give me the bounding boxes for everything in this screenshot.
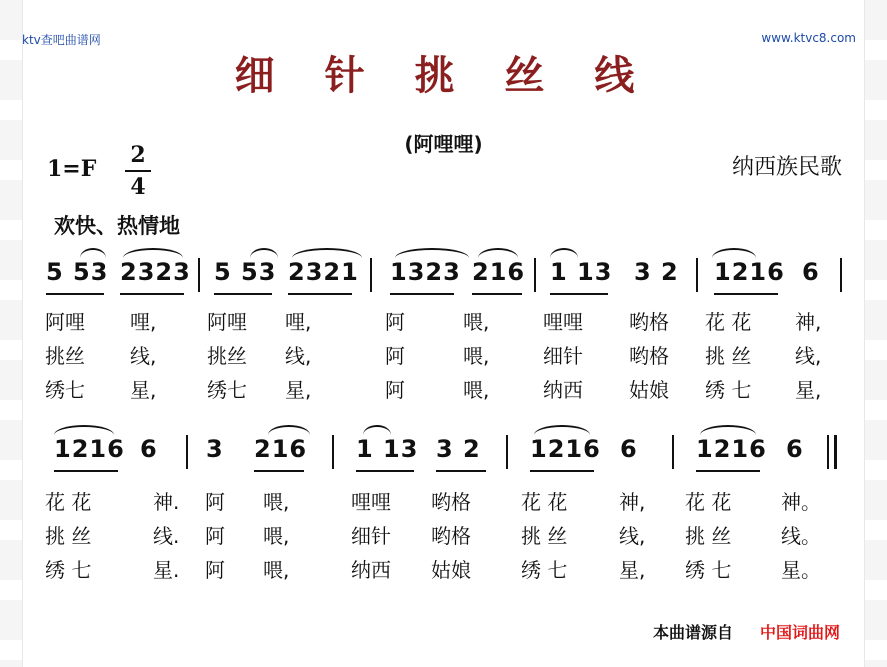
lyric-text: 神, (619, 490, 646, 514)
lyric-text: 绣七 (207, 378, 247, 402)
lyric-text: 绣 七 (685, 558, 732, 582)
notation-cell: 6 (620, 435, 638, 463)
site-logo-left[interactable]: ktv查吧曲谱网 (22, 33, 101, 47)
beam-underline (356, 470, 414, 472)
lyric-text: 细针 (543, 344, 583, 368)
notation-cell: 3 2 (436, 435, 481, 463)
composer-label: 纳西族民歌 (731, 155, 842, 180)
lyric-text: 花 花 (685, 490, 732, 514)
notation-cell: 216 (472, 258, 526, 286)
notation-cell: 1216 (54, 435, 125, 463)
lyric-text: 哩哩 (351, 490, 391, 514)
lyric-text: 挑 丝 (521, 524, 568, 548)
bar-line (370, 258, 372, 292)
notation-cell: 6 (786, 435, 804, 463)
lyric-text: 姑娘 (629, 378, 669, 402)
lyric-line (45, 306, 842, 340)
notation-cell: 6 (802, 258, 820, 286)
lyric-text: 线. (153, 524, 180, 548)
lyric-text: 挑 丝 (685, 524, 732, 548)
lyric-text: 神, (795, 310, 822, 334)
bar-line (506, 435, 508, 469)
beam-underline (550, 293, 608, 295)
lyric-text: 星, (130, 378, 157, 402)
lyric-text: 哟格 (629, 310, 669, 334)
lyric-text: 阿 (205, 490, 225, 514)
notation-cell: 6 (140, 435, 158, 463)
lyric-text: 花 花 (705, 310, 752, 334)
beam-underline (214, 293, 272, 295)
beam-underline (46, 293, 104, 295)
lyric-text: 纳西 (543, 378, 583, 402)
beam-underline (120, 293, 184, 295)
lyric-text: 哩, (130, 310, 157, 334)
lyric-text: 纳西 (351, 558, 391, 582)
bar-line (840, 258, 842, 292)
bar-line (672, 435, 674, 469)
beam-underline (696, 470, 760, 472)
notation-cell: 2321 (288, 258, 359, 286)
lyric-text: 哩哩 (543, 310, 583, 334)
key-signature: 1=F (47, 156, 97, 182)
lyric-text: 喂, (263, 490, 290, 514)
beam-underline (472, 293, 522, 295)
lyric-text: 哟格 (431, 490, 471, 514)
lyric-text: 喂, (463, 378, 490, 402)
lyric-text: 线, (619, 524, 646, 548)
beam-underline (436, 470, 486, 472)
lyric-text: 挑丝 (45, 344, 85, 368)
beam-underline (390, 293, 454, 295)
lyric-text: 阿哩 (207, 310, 247, 334)
lyric-text: 星, (795, 378, 822, 402)
song-title: 细 针 挑 丝 线 (234, 53, 653, 99)
lyric-line (45, 486, 842, 520)
notation-cell: 3 2 (634, 258, 679, 286)
lyric-text: 哟格 (431, 524, 471, 548)
notation-cell: 1216 (696, 435, 767, 463)
source-label: 本曲谱源自 (653, 623, 734, 642)
lyric-text: 阿哩 (45, 310, 85, 334)
notation-cell: 5 53 (214, 258, 277, 286)
notation-cell: 3 (206, 435, 224, 463)
lyric-text: 线, (130, 344, 157, 368)
notation-cell: 1 13 (550, 258, 613, 286)
lyric-text: 花 花 (45, 490, 92, 514)
tempo-marking: 欢快、热情地 (54, 214, 180, 238)
final-bar-line (834, 435, 837, 469)
notation-cell: 5 53 (46, 258, 109, 286)
notation-cell: 1216 (530, 435, 601, 463)
beam-underline (54, 470, 118, 472)
site-url-right[interactable]: www.ktvc8.com (761, 31, 856, 45)
notation-cell: 1 13 (356, 435, 419, 463)
beam-underline (714, 293, 778, 295)
lyric-text: 线, (795, 344, 822, 368)
lyric-text: 哩, (285, 310, 312, 334)
lyric-text: 喂, (263, 558, 290, 582)
lyrics-block-1 (45, 306, 842, 408)
lyric-text: 姑娘 (431, 558, 471, 582)
lyric-text: 喂, (463, 344, 490, 368)
time-signature (125, 142, 151, 200)
lyric-text: 阿 (385, 310, 405, 334)
lyric-text: 绣 七 (45, 558, 92, 582)
lyric-text: 星, (285, 378, 312, 402)
lyric-text: 星, (619, 558, 646, 582)
notation-cell: 2323 (120, 258, 191, 286)
lyric-text: 喂, (263, 524, 290, 548)
staff-row-2 (40, 425, 847, 483)
lyric-text: 花 花 (521, 490, 568, 514)
time-numerator: 2 (130, 142, 146, 168)
lyric-text: 阿 (385, 378, 405, 402)
lyric-line (45, 340, 842, 374)
lyric-text: 喂, (463, 310, 490, 334)
lyric-text: 神。 (781, 490, 821, 514)
notation-cell: 1216 (714, 258, 785, 286)
lyric-text: 星。 (781, 558, 821, 582)
lyric-text: 绣七 (45, 378, 85, 402)
bar-line (198, 258, 200, 292)
notation-cell: 216 (254, 435, 308, 463)
lyric-text: 挑丝 (207, 344, 247, 368)
bar-line (186, 435, 188, 469)
bar-line (534, 258, 536, 292)
lyric-text: 星. (153, 558, 180, 582)
lyric-text: 阿 (205, 558, 225, 582)
lyric-text: 绣 七 (521, 558, 568, 582)
lyric-text: 线, (285, 344, 312, 368)
lyric-text: 阿 (385, 344, 405, 368)
time-divider (125, 170, 151, 172)
lyric-text: 挑 丝 (45, 524, 92, 548)
staff-row-1 (40, 248, 847, 306)
beam-underline (254, 470, 304, 472)
source-link[interactable]: 中国词曲网 (760, 623, 841, 642)
time-denominator: 4 (130, 174, 146, 200)
notation-cell: 1323 (390, 258, 461, 286)
lyric-text: 哟格 (629, 344, 669, 368)
beam-underline (288, 293, 352, 295)
lyric-line (45, 374, 842, 408)
bar-line (332, 435, 334, 469)
lyric-text: 阿 (205, 524, 225, 548)
lyric-text: 神. (153, 490, 180, 514)
lyric-text: 绣 七 (705, 378, 752, 402)
lyric-text: 细针 (351, 524, 391, 548)
bar-line (696, 258, 698, 292)
lyric-text: 挑 丝 (705, 344, 752, 368)
beam-underline (530, 470, 594, 472)
lyric-line (45, 520, 842, 554)
lyric-text: 线。 (781, 524, 821, 548)
lyric-line (45, 554, 842, 588)
lyrics-block-2 (45, 486, 842, 588)
song-subtitle: (阿哩哩) (404, 132, 483, 156)
